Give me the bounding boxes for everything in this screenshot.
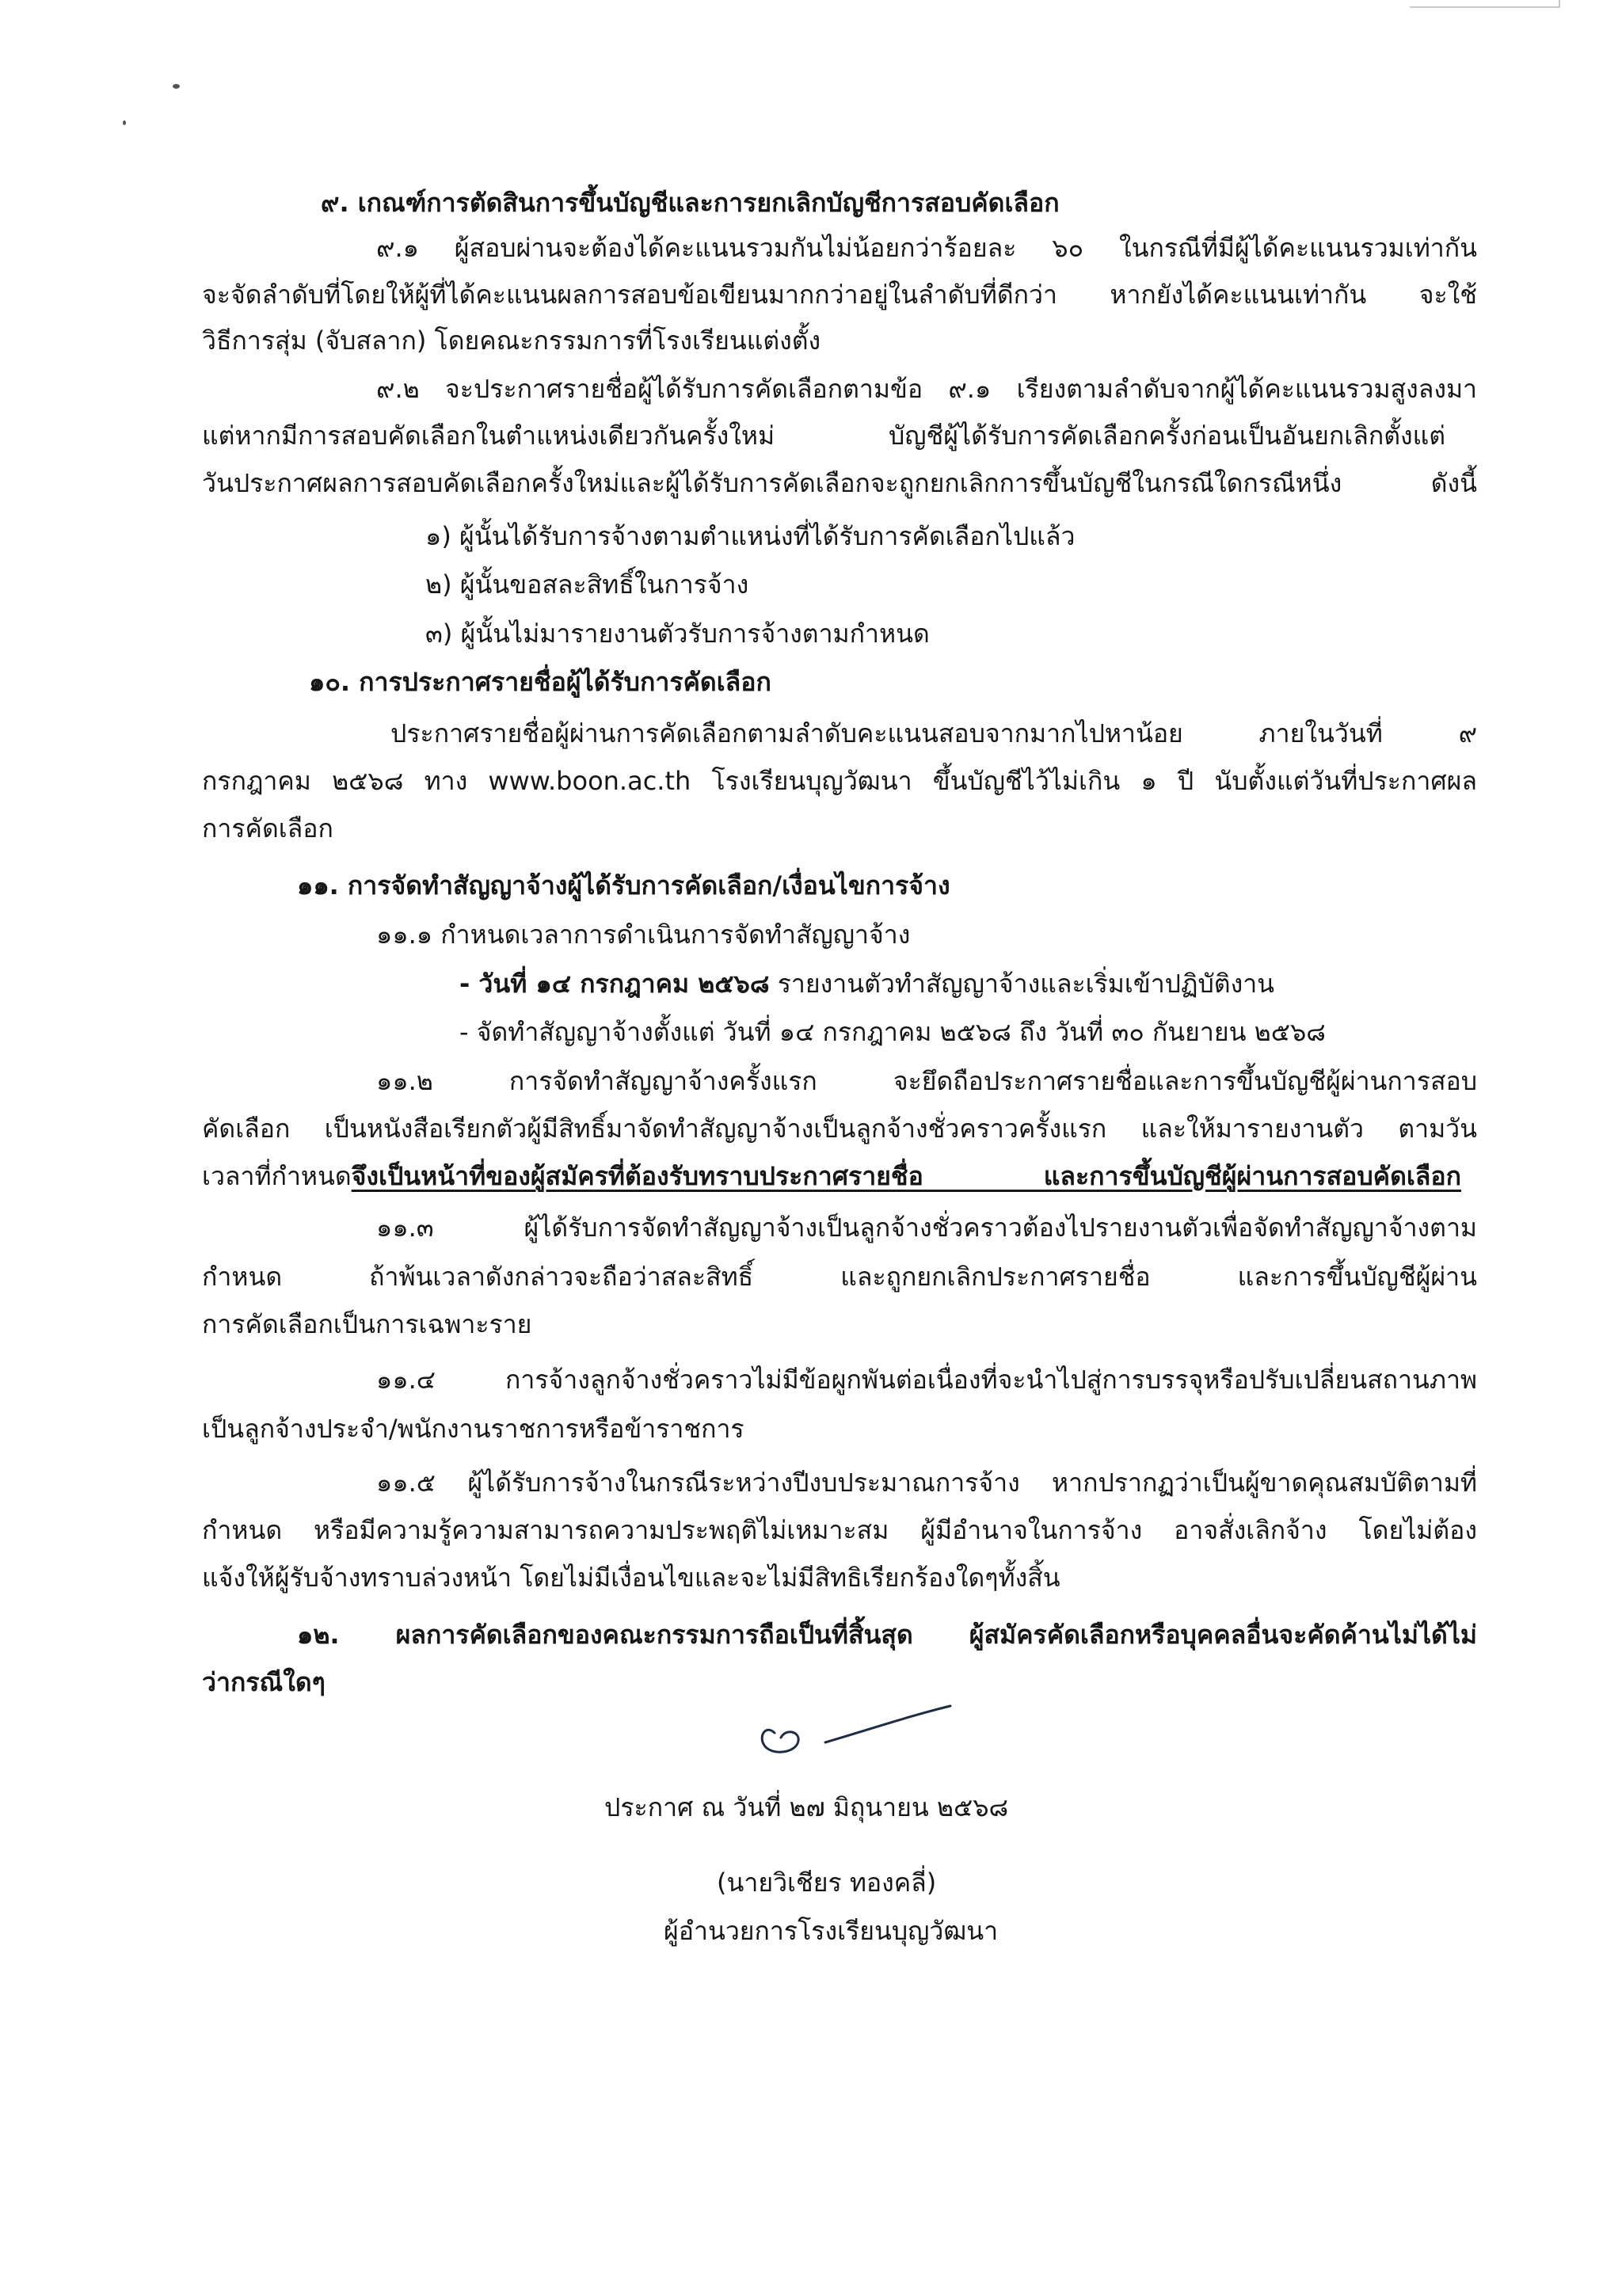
section-11-4-line: ๑๑.๔ การจ้างลูกจ้างชั่วคราวไม่มีข้อผูกพันต่อเนื่องที่จะนำไปสู่การบรรจุหรือปรับเปลี่ยนสถานภาพ — [376, 1365, 1477, 1395]
section-11-3-line: กำหนด ถ้าพ้นเวลาดังกล่าวจะถือว่าสละสิทธิ์ และถูกยกเลิกประกาศรายชื่อ และการขึ้นบัญชีผู้ผ่าน — [202, 1262, 1477, 1292]
section-12-line: ๑๒. ผลการคัดเลือกของคณะกรรมการถือเป็นที่สิ้นสุด ผู้สมัครคัดเลือกหรือบุคคลอื่นจะคัดค้านไม่ได้ไม่ — [297, 1620, 1477, 1650]
section-11-2-line: คัดเลือก เป็นหนังสือเรียกตัวผู้มีสิทธิ์มาจัดทำสัญญาจ้างเป็นลูกจ้างชั่วคราวครั้งแรก และให้มารายงานตัว ตามวัน — [202, 1114, 1477, 1144]
section-10-line: ประกาศรายชื่อผู้ผ่านการคัดเลือกตามลำดับคะแนนสอบจากมากไปหาน้อย ภายในวันที่ ๙ — [390, 718, 1477, 748]
section-11-1-date-b: - จัดทำสัญญาจ้างตั้งแต่ วันที่ ๑๔ กรกฎาคม ๒๕๖๘ ถึง วันที่ ๓๐ กันยายน ๒๕๖๘ — [459, 1017, 1326, 1047]
section-9-2-line: แต่หากมีการสอบคัดเลือกในตำแหน่งเดียวกันครั้งใหม่ บัญชีผู้ได้รับการคัดเลือกครั้งก่อนเป็นอันยกเลิกตั้งแต่ — [202, 421, 1445, 451]
scan-speck — [173, 84, 180, 89]
section-11-2-emphasis: จึงเป็นหน้าที่ของผู้สมัครที่ต้องรับทราบประกาศรายชื่อ และการขึ้นบัญชีผู้ผ่านการสอบคัดเลือก — [351, 1161, 1461, 1191]
section-9-item: ๒) ผู้นั้นขอสละสิทธิ์ในการจ้าง — [425, 569, 749, 600]
signer-name: (นายวิเชียร ทองคลี่) — [717, 1868, 937, 1898]
section-11-3-line: ๑๑.๓ ผู้ได้รับการจัดทำสัญญาจ้างเป็นลูกจ้างชั่วคราวต้องไปรายงานตัวเพื่อจัดทำสัญญาจ้างตาม — [376, 1213, 1477, 1243]
section-11-1: ๑๑.๑ กำหนดเวลาการดำเนินการจัดทำสัญญาจ้าง — [376, 920, 911, 950]
section-9-2-line: ๙.๒ จะประกาศรายชื่อผู้ได้รับการคัดเลือกตามข้อ ๙.๑ เรียงตามลำดับจากผู้ได้คะแนนรวมสูงลงมา — [376, 374, 1477, 404]
section-11-1-date-a — [459, 968, 1274, 1000]
scan-speck — [123, 120, 126, 125]
section-11-5-line: ๑๑.๕ ผู้ได้รับการจ้างในกรณีระหว่างปีงบประมาณการจ้าง หากปรากฏว่าเป็นผู้ขาดคุณสมบัติตามที่ — [376, 1468, 1477, 1498]
section-10-line: การคัดเลือก — [202, 813, 333, 843]
section-9-2-line: วันประกาศผลการสอบคัดเลือกครั้งใหม่และผู้ได้รับการคัดเลือกจะถูกยกเลิกการขึ้นบัญชีในกรณีใดกรณีหนึ่ง ดังนี้ — [202, 468, 1477, 498]
section-11-4-line: เป็นลูกจ้างประจำ/พนักงานราชการหรือข้าราชการ — [202, 1414, 744, 1444]
section-12-line: ว่ากรณีใดๆ — [202, 1667, 326, 1697]
section-10-line: กรกฎาคม ๒๕๖๘ ทาง www.boon.ac.th โรงเรียนบุญวัฒนา ขึ้นบัญชีไว้ไม่เกิน ๑ ปี นับตั้งแต่วันที่ประกาศผล — [202, 766, 1477, 796]
section-11-2-line: ๑๑.๒ การจัดทำสัญญาจ้างครั้งแรก จะยึดถือประกาศรายชื่อและการขึ้นบัญชีผู้ผ่านการสอบ — [376, 1066, 1477, 1096]
section-11-2-plain: เวลาที่กำหนด — [202, 1161, 352, 1191]
section-9-1-line: วิธีการสุ่ม (จับสลาก) โดยคณะกรรมการที่โรงเรียนแต่งตั้ง — [202, 326, 821, 356]
section-11-5-line: กำหนด หรือมีความรู้ความสามารถความประพฤติไม่เหมาะสม ผู้มีอำนาจในการจ้าง อาจสั่งเลิกจ้าง โดยไม่ต้อง — [202, 1515, 1477, 1545]
section-11-2-line — [202, 1160, 1461, 1192]
announcement-date: ประกาศ ณ วันที่ ๒๗ มิถุนายน ๒๕๖๘ — [604, 1792, 1009, 1822]
section-9-1-line: จะจัดลำดับที่โดยให้ผู้ที่ได้คะแนนผลการสอบข้อเขียนมากกว่าอยู่ในลำดับที่ดีกว่า หากยังได้คะแนนเท่ากัน จะใช้ — [202, 280, 1477, 310]
section-11-3-line: การคัดเลือกเป็นการเฉพาะราย — [202, 1309, 532, 1339]
section-9-1-line: ๙.๑ ผู้สอบผ่านจะต้องได้คะแนนรวมกันไม่น้อยกว่าร้อยละ ๖๐ ในกรณีที่มีผู้ได้คะแนนรวมเท่ากัน — [376, 233, 1477, 263]
scan-edge-line — [1559, 0, 1560, 8]
section-9-heading: ๙. เกณฑ์การตัดสินการขึ้นบัญชีและการยกเลิกบัญชีการสอบคัดเลือก — [321, 188, 1060, 218]
signer-title: ผู้อำนวยการโรงเรียนบุญวัฒนา — [664, 1916, 999, 1946]
section-11-1-date-a-rest: รายงานตัวทำสัญญาจ้างและเริ่มเข้าปฏิบัติงาน — [769, 969, 1275, 999]
section-11-5-line: แจ้งให้ผู้รับจ้างทราบล่วงหน้า โดยไม่มีเงื่อนไขและจะไม่มีสิทธิเรียกร้องใดๆทั้งสิ้น — [202, 1563, 1060, 1593]
handwritten-signature — [752, 1701, 958, 1772]
section-10-heading: ๑๐. การประกาศรายชื่อผู้ได้รับการคัดเลือก — [309, 667, 771, 697]
section-11-1-date-a-bold: - วันที่ ๑๔ กรกฎาคม ๒๕๖๘ — [459, 969, 770, 999]
section-9-item: ๑) ผู้นั้นได้รับการจ้างตามตำแหน่งที่ได้รับการคัดเลือกไปแล้ว — [425, 521, 1076, 551]
section-9-item: ๓) ผู้นั้นไม่มารายงานตัวรับการจ้างตามกำหนด — [425, 619, 930, 649]
section-11-heading: ๑๑. การจัดทำสัญญาจ้างผู้ได้รับการคัดเลือก/เงื่อนไขการจ้าง — [297, 870, 950, 901]
scan-edge-line — [1410, 6, 1560, 8]
